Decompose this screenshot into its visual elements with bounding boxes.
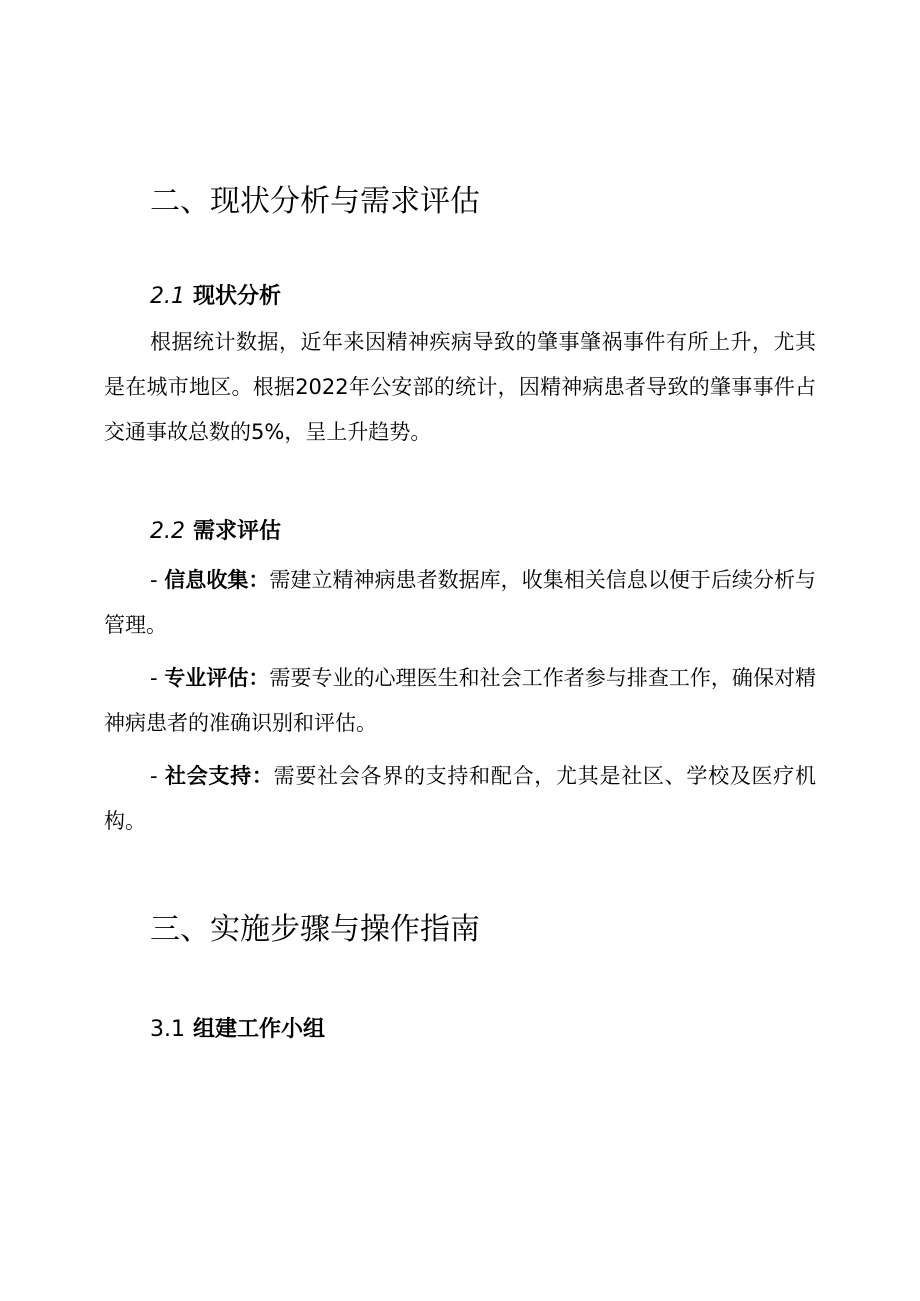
section-2-heading: 二、现状分析与需求评估 bbox=[150, 184, 480, 219]
subsection-2-2-heading bbox=[150, 517, 281, 547]
subsection-number: 3.1 bbox=[150, 1017, 185, 1042]
subsection-3-1-heading bbox=[150, 1015, 325, 1045]
subsection-title: 需求评估 bbox=[193, 519, 282, 544]
requirement-item bbox=[104, 558, 816, 648]
item-dash: - bbox=[150, 568, 165, 592]
item-text: 需要专业的心理医生和社会工作者参与排查工作，确保对精神病患者的准确识别和评估。 bbox=[104, 666, 816, 735]
subsection-2-1-heading bbox=[150, 282, 281, 312]
item-label: 专业评估： bbox=[164, 666, 270, 690]
analysis-paragraph: 根据统计数据，近年来因精神疾病导致的肇事肇祸事件有所上升，尤其是在城市地区。根据2022年公安部的统计，因精神病患者导致的肇事事件占交通事故总数的5%，呈上升趋势。 bbox=[104, 330, 816, 444]
subsection-title: 现状分析 bbox=[193, 284, 282, 309]
requirement-item bbox=[104, 754, 816, 844]
item-dash: - bbox=[150, 666, 165, 690]
subsection-number: 2.1 bbox=[150, 284, 185, 309]
item-text: 需建立精神病患者数据库，收集相关信息以便于后续分析与管理。 bbox=[104, 568, 816, 637]
item-dash: - bbox=[150, 764, 165, 788]
subsection-number: 2.2 bbox=[150, 519, 185, 544]
item-label: 信息收集： bbox=[164, 568, 270, 592]
subsection-title: 组建工作小组 bbox=[193, 1017, 326, 1042]
item-label: 社会支持： bbox=[164, 764, 274, 788]
section-3-heading: 三、实施步骤与操作指南 bbox=[150, 912, 480, 947]
requirement-item bbox=[104, 656, 816, 746]
item-text: 需要社会各界的支持和配合，尤其是社区、学校及医疗机构。 bbox=[104, 764, 816, 833]
